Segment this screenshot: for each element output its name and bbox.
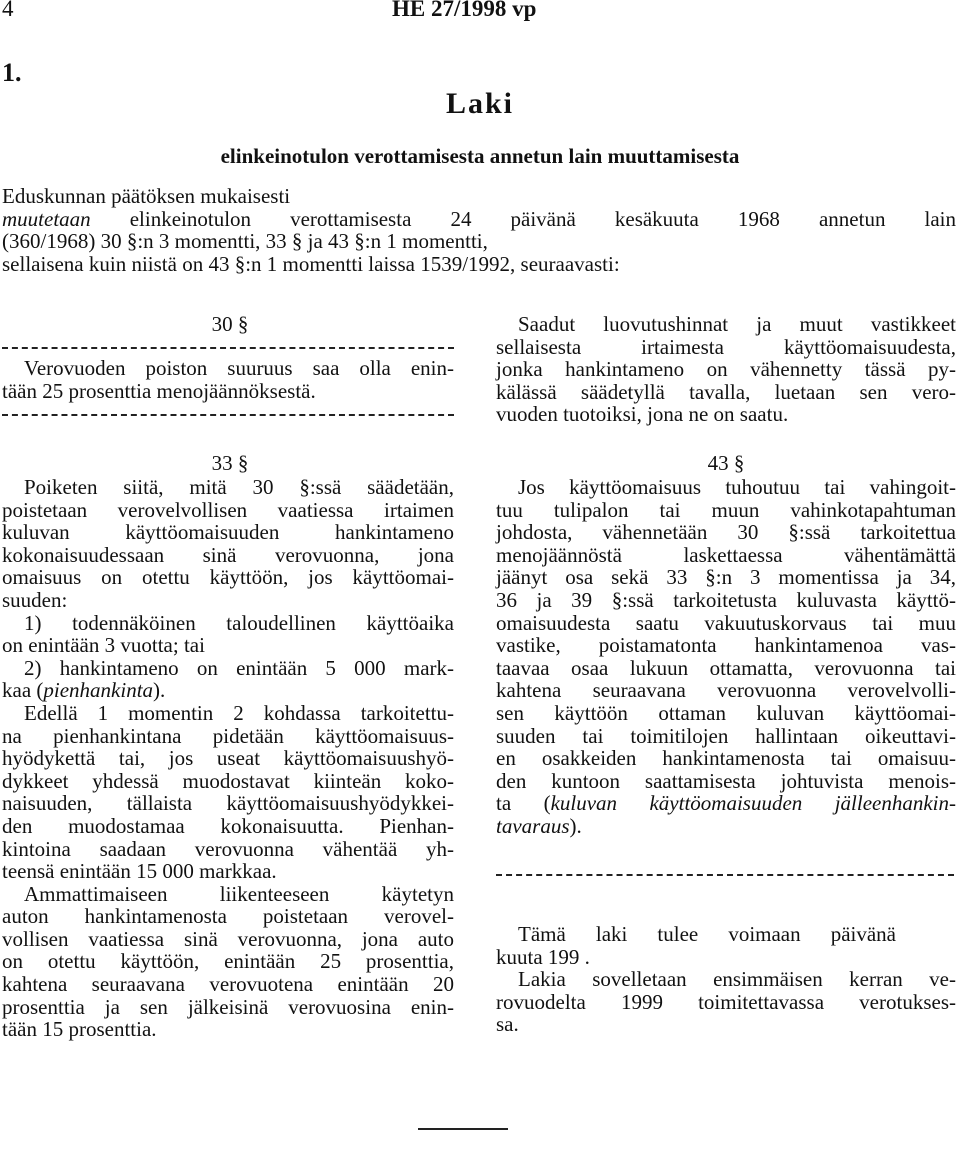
sec33-p1-line: kokonaisuudessaan sinä verovuonna, jona — [2, 542, 454, 567]
sec33-p2-line: hyödykettä tai, jos useat käyttöomaisuushyö- — [2, 746, 454, 771]
sec33-item2-line-2 — [2, 679, 454, 702]
sec33-term-pienhankinta: pienhankinta — [43, 678, 154, 703]
sec30-right-line-2: sellaisesta irtaimesta käyttöomaisuudesta, — [496, 334, 956, 359]
sec30-line-2: tään 25 prosenttia menojäännöksestä. — [2, 378, 316, 403]
document-id: HE 27/1998 vp — [392, 0, 537, 21]
sec33-p3-line: Ammattimaiseen liikenteeseen käytetyn — [24, 881, 454, 906]
sec30-right-line-3: jonka hankintameno on vähennetty tässä py- — [496, 357, 956, 382]
sec33-p2-line: teensä enintään 15 000 markkaa. — [2, 859, 277, 884]
law-title: Laki — [445, 87, 515, 120]
sec43-line: suuden tai toimitilojen hallintaan oikeuttavi- — [496, 723, 956, 748]
sec33-p1-line: poistetaan verovelvollisen vaatiessa irtaimen — [2, 497, 454, 522]
sec43-line: den kuntoon saattamisesta johtuvista menois- — [496, 768, 956, 793]
sec43-line: vastike, poistamatonta hankintamenoa vas- — [496, 633, 956, 658]
preamble-line-2 — [2, 208, 956, 231]
sec33-p1-line: Poiketen siitä, mitä 30 §:ssä säädetään, — [24, 475, 454, 499]
sec33-p3-line: kahtena seuraavana verovuotena enintään 20 — [2, 972, 454, 997]
sec30-right-text — [496, 313, 956, 426]
sec33-p3-line: vollisen vaatiessa sinä verovuonna, jona auto — [2, 926, 454, 951]
entry-line: rovuodelta 1999 toimitettavassa verotukses- — [496, 989, 956, 1014]
sec33-item1-line: on enintään 3 vuotta; tai — [2, 633, 205, 658]
sec33-p2-line: na pienhankintana pidetään käyttöomaisuus- — [2, 723, 454, 748]
preamble — [2, 185, 956, 275]
sec33-p3-line: tään 15 prosenttia. — [2, 1017, 157, 1042]
entry-into-force — [496, 923, 956, 1036]
entry-line: Lakia sovelletaan ensimmäisen kerran ve- — [518, 967, 956, 992]
sec43-term-post: ). — [569, 813, 582, 838]
sec33-p1-line: suuden: — [2, 587, 68, 612]
sec43-line: sen käyttöön ottaman kuluvan käyttöomai- — [496, 700, 956, 725]
sec43-line: kahtena seuraavana verovuonna verovelvolli- — [496, 678, 956, 703]
sec30-heading: 30 § — [211, 312, 249, 336]
sec43-line-term — [496, 792, 956, 815]
sec33-p3-line: on otettu käyttöön, enintään 25 prosenttia, — [2, 949, 454, 974]
law-subtitle: elinkeinotulon verottamisesta annetun lain muuttamisesta — [220, 144, 740, 168]
sec43-line-term-end — [496, 815, 956, 838]
sec33-p3-line: auton hankintamenosta poistetaan verovel- — [2, 904, 454, 929]
sec33-body — [2, 476, 454, 1041]
sec43-line: johdosta, vähennetään 30 §:ssä tarkoitettua — [496, 520, 956, 545]
sec43-line: tuu tulipalon tai muun vahinkotapahtuman — [496, 497, 956, 522]
sec30-text — [2, 357, 454, 402]
preamble-line-1: Eduskunnan päätöksen mukaisesti — [2, 184, 291, 208]
sec33-item1-line: 1) todennäköinen taloudellinen käyttöaika — [24, 610, 454, 635]
sec33-p1-line: omaisuus on otettu käyttöön, jos käyttöomai- — [2, 565, 454, 590]
sec30-right-line-4: kälässä säädetyllä tavalla, luetaan sen vero- — [496, 379, 956, 404]
dashed-rule — [496, 874, 954, 876]
entry-line: kuuta 199 . — [496, 944, 590, 969]
sec33-heading: 33 § — [211, 451, 249, 475]
sec43-term-italic-end: tavaraus — [496, 813, 570, 838]
dashed-rule — [2, 414, 454, 416]
sec30-right-line-1: Saadut luovutushinnat ja muut vastikkeet — [518, 312, 956, 336]
sec43-line: omaisuudesta saatu vakuutuskorvaus tai muu — [496, 610, 956, 635]
sec30-right-line-5: vuoden tuotoiksi, jona ne on saatu. — [496, 402, 789, 427]
sec43-line: 36 ja 39 §:ssä tarkoitetusta kuluvasta käyttö- — [496, 587, 956, 612]
sec33-item2-pre: kaa ( — [2, 678, 44, 703]
sec43-term-pre: ta ( — [496, 791, 551, 816]
dashed-rule — [2, 347, 454, 349]
sec43-line: jäänyt osa sekä 33 §:n 3 momentissa ja 34, — [496, 565, 956, 590]
sec43-line: taavaa osaa lukuun ottamatta, verovuonna tai — [496, 655, 956, 680]
preamble-line-4: sellaisena kuin niistä on 43 §:n 1 momentti laissa 1539/1992, seuraavasti: — [2, 251, 620, 276]
sec33-p2-line: kintoina saadaan verovuonna vähentää yh- — [2, 836, 454, 861]
sec33-p3-line: prosenttia ja sen jälkeisinä verovuosina enin- — [2, 994, 454, 1019]
preamble-amend-word: muutetaan — [2, 206, 91, 231]
sec43-heading: 43 § — [707, 451, 745, 475]
page-number: 4 — [2, 0, 14, 21]
entry-line: sa. — [496, 1012, 519, 1037]
preamble-line-3: (360/1968) 30 §:n 3 momentti, 33 § ja 43 §:n 1 momentti, — [2, 229, 488, 254]
sec30-line-1: Verovuoden poiston suuruus saa olla enin- — [24, 356, 454, 380]
sec43-term-italic: kuluvan käyttöomaisuuden jälleenhankin- — [550, 791, 956, 816]
closing-rule — [418, 1128, 508, 1130]
sec43-line: menojäännöstä laskettaessa vähentämättä — [496, 542, 956, 567]
sec33-p1-line: kuluvan käyttöomaisuuden hankintameno — [2, 520, 454, 545]
section-number: 1. — [2, 58, 22, 87]
sec33-p2-line: dykkeet yhdessä muodostavat kiinteän koko- — [2, 768, 454, 793]
sec43-line: en osakkeiden hankintamenosta tai omaisuu- — [496, 746, 956, 771]
preamble-line-2-rest: elinkeinotulon verottamisesta 24 päivänä kesäkuuta 1968 annetun lain — [90, 206, 956, 231]
sec33-p2-line: den muodostamaa kokonaisuutta. Pienhan- — [2, 813, 454, 838]
sec33-item2-post: ). — [153, 678, 166, 703]
sec33-p2-line: naisuuden, tällaista käyttöomaisuushyödykkei- — [2, 791, 454, 816]
sec43-body — [496, 476, 956, 838]
sec33-p2-line: Edellä 1 momentin 2 kohdassa tarkoitettu- — [24, 700, 454, 725]
sec43-line: Jos käyttöomaisuus tuhoutuu tai vahingoit- — [518, 475, 956, 499]
sec33-item2-line: 2) hankintameno on enintään 5 000 mark- — [24, 655, 454, 680]
entry-line: Tämä laki tulee voimaan päivänä — [518, 922, 896, 946]
